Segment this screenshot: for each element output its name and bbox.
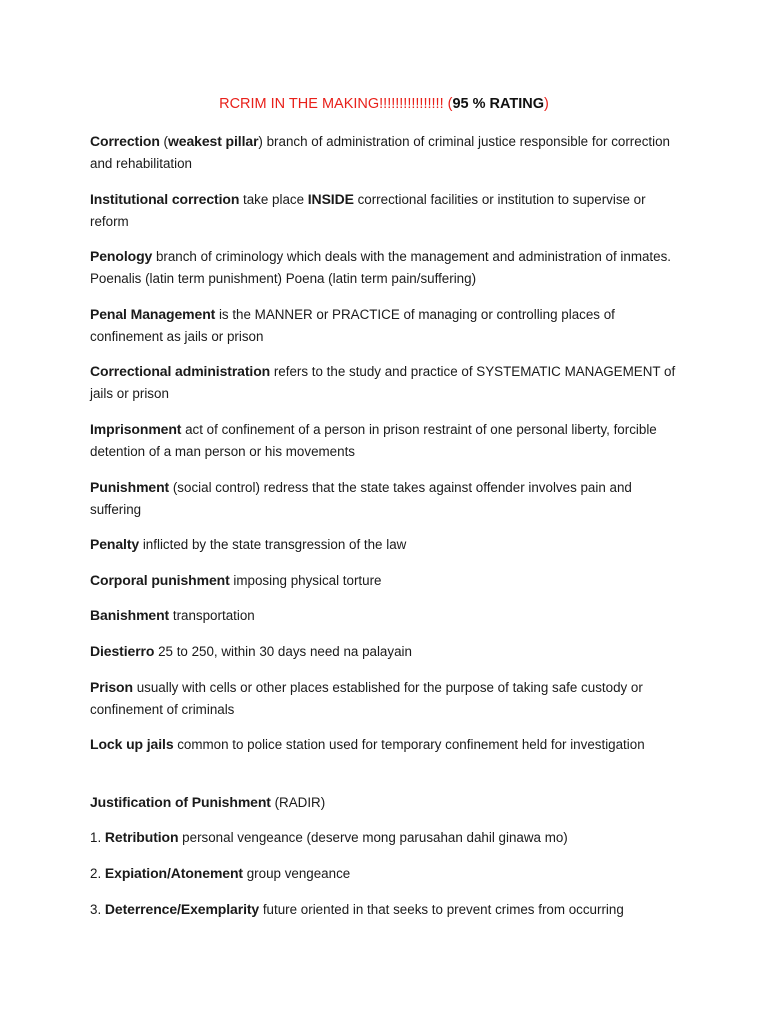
item-text: personal vengeance (deserve mong parusahan dahil ginawa mo) (178, 830, 568, 846)
definition-text: refers to the study and practice of SYSTEMATIC MANAGEMENT of jails or prison (90, 364, 676, 402)
justification-item-expiation (90, 862, 680, 885)
definition-banishment (90, 604, 680, 627)
definition-text: branch of criminology which deals with the management and administration of inmates. Poenalis (latin term punishment) Poena (latin term pain/suffering) (90, 249, 672, 287)
definition-text: inflicted by the state transgression of the law (139, 537, 407, 553)
definition-text: common to police station used for temporary confinement held for investigation (173, 737, 645, 753)
definition-corporal-punishment (90, 569, 680, 592)
definition-term: Corporal punishment (90, 571, 230, 588)
definition-term: Prison (90, 678, 133, 695)
justification-heading-suffix: (RADIR) (270, 794, 326, 810)
definition-text: 25 to 250, within 30 days need na palayain (154, 643, 412, 659)
definition-diestierro (90, 640, 680, 663)
title-close-paren: ) (544, 96, 549, 112)
definition-term: Imprisonment (90, 420, 182, 437)
definition-term: Penalty (90, 536, 140, 553)
definition-term: Penal Management (90, 305, 216, 322)
definition-term: Banishment (90, 607, 170, 624)
definition-term: Punishment (90, 478, 170, 495)
definition-text: usually with cells or other places established for the purpose of taking safe custody or confinement of criminals (90, 679, 643, 717)
definition-text: (social control) redress that the state takes against offender involves pain and suffering (90, 479, 632, 517)
item-text: group vengeance (243, 865, 351, 881)
item-term: Expiation/Atonement (104, 864, 243, 881)
item-number: 2. (90, 865, 105, 881)
definition-term: Lock up jails (90, 736, 174, 753)
item-number: 1. (90, 830, 105, 846)
document-body (90, 130, 680, 933)
item-text: future oriented in that seeks to prevent crimes from occurring (259, 901, 624, 917)
definition-text: transportation (169, 608, 255, 624)
justification-heading (90, 791, 680, 814)
definition-term: Correction (90, 133, 160, 149)
definition-prison (90, 676, 680, 721)
definition-imprisonment (90, 418, 680, 463)
definition-term: Penology (90, 248, 153, 265)
definition-penalty (90, 533, 680, 556)
definition-text-post: correctional facilities or institution to supervise or reform (90, 191, 646, 229)
title-red-text: RCRIM IN THE MAKING!!!!!!!!!!!!!!!! ( (219, 96, 453, 112)
item-number: 3. (90, 901, 105, 917)
definition-lock-up-jails (90, 733, 680, 756)
definition-correctional-administration (90, 360, 680, 405)
item-term: Deterrence/Exemplarity (104, 900, 260, 917)
justification-heading-text: Justification of Punishment (90, 793, 271, 810)
definition-text: is the MANNER or PRACTICE of managing or controlling places of confinement as jails or prison (90, 306, 615, 344)
definition-institutional-correction (90, 188, 680, 233)
page-title (0, 94, 768, 114)
justification-item-retribution (90, 826, 680, 849)
definition-term: Correctional administration (90, 363, 271, 380)
definition-inner-bold: INSIDE (307, 190, 354, 207)
definition-term: Institutional correction (90, 190, 240, 207)
definition-penal-management (90, 303, 680, 348)
definition-text-pre: ( (159, 134, 168, 149)
title-rating: 95 % RATING (452, 96, 545, 112)
definition-inner-bold: weakest pillar (167, 133, 259, 149)
definition-penology (90, 245, 680, 290)
definition-text: take place (239, 191, 308, 207)
justification-item-deterrence (90, 898, 680, 921)
definition-text: imposing physical torture (229, 572, 382, 588)
section-spacer (90, 769, 680, 791)
definition-punishment (90, 476, 680, 521)
definition-text: ) branch of administration of criminal justice responsible for correction and rehabilitation (90, 134, 670, 171)
definition-text: act of confinement of a person in prison restraint of one personal liberty, forcible detention of a man person or his movements (90, 421, 657, 459)
definition-correction (90, 130, 680, 175)
definition-term: Diestierro (90, 642, 155, 659)
item-term: Retribution (104, 829, 179, 846)
